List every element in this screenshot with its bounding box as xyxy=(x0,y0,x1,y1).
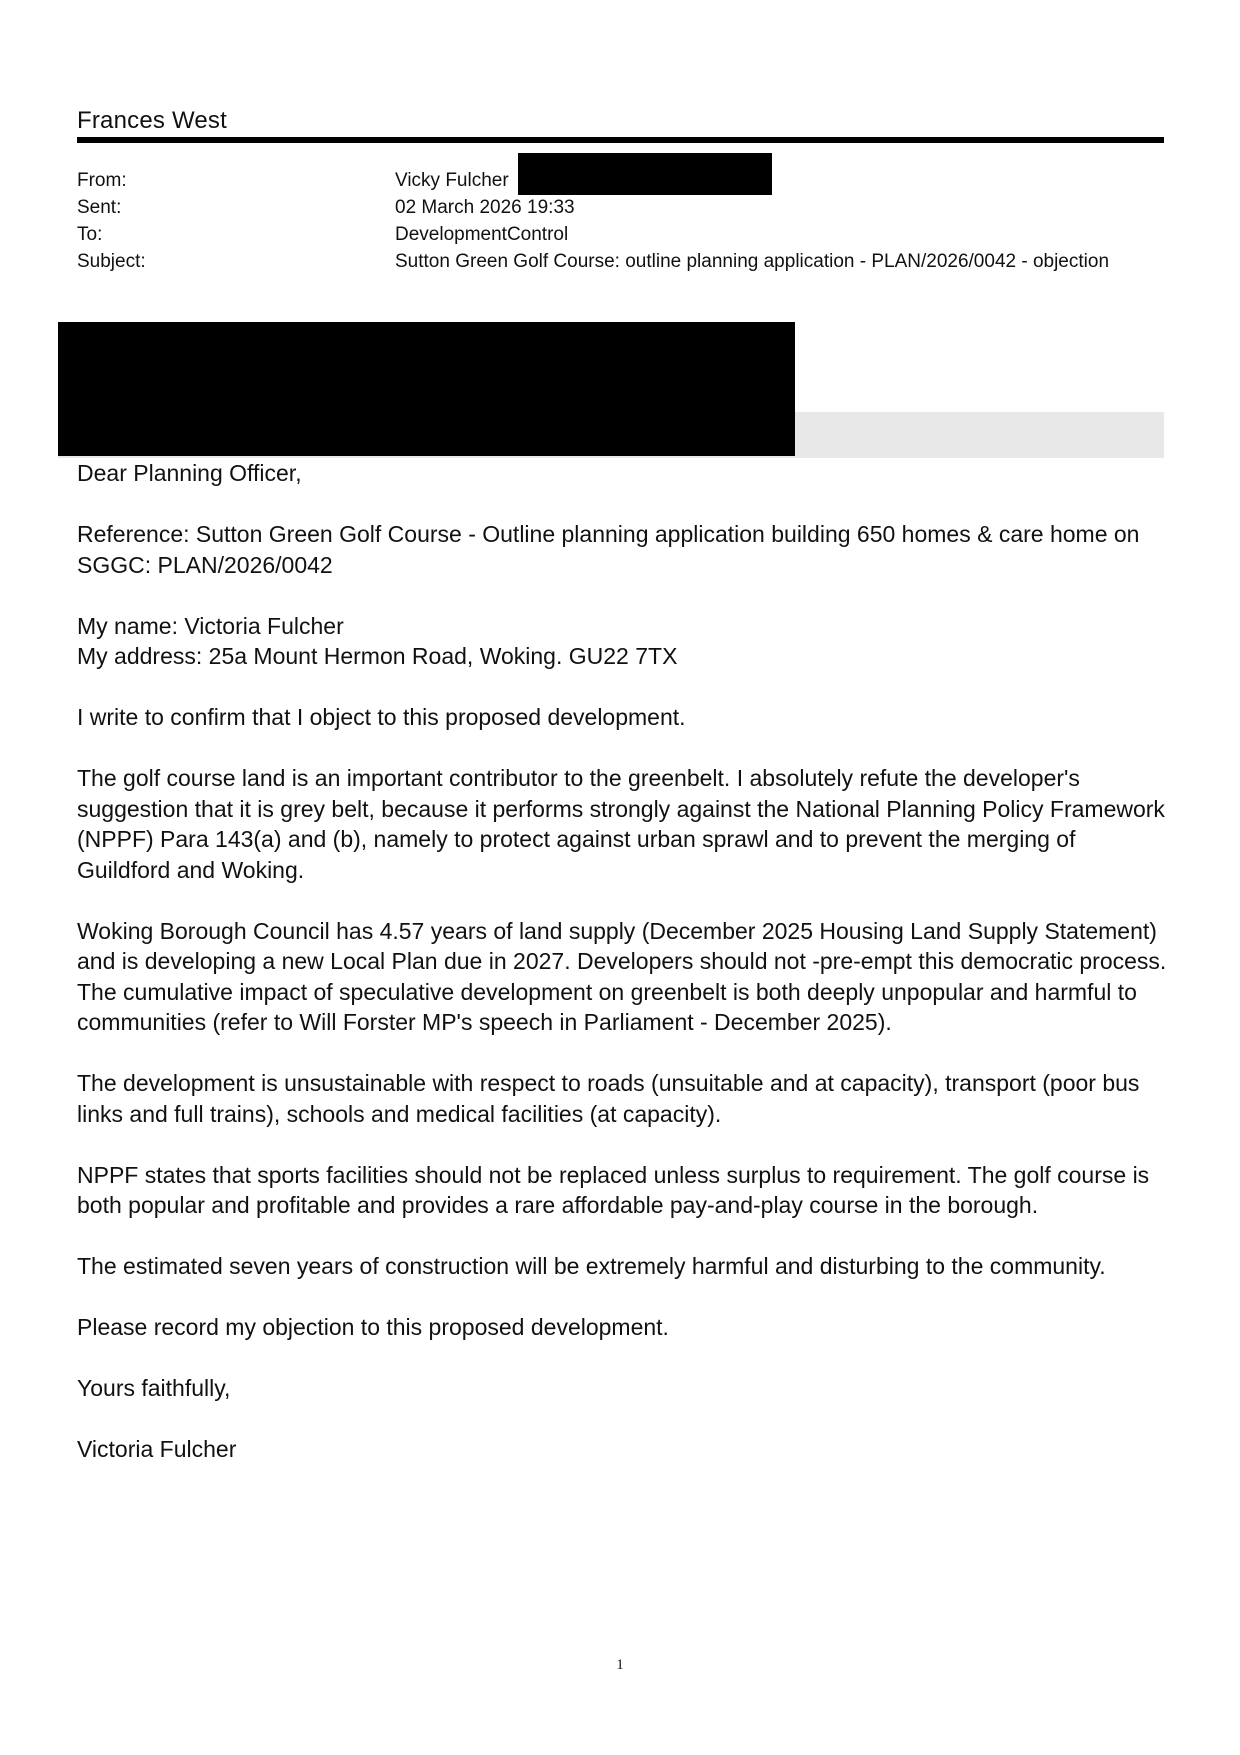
redaction-block xyxy=(58,322,795,456)
to-label: To: xyxy=(77,224,103,245)
from-value: Vicky Fulcher xyxy=(395,170,509,191)
email-body xyxy=(77,458,1167,1495)
redaction-email-address xyxy=(518,153,772,195)
to-value: DevelopmentControl xyxy=(395,224,569,245)
closing: Yours faithfully, xyxy=(77,1375,231,1401)
unsustainable-paragraph: The development is unsustainable with respect to roads (unsuitable and at capacity), transport (poor bus links and full trains), schools and medical facilities (at capacity). xyxy=(77,1070,1140,1127)
land-supply-paragraph: Woking Borough Council has 4.57 years of land supply (December 2025 Housing Land Supply Statement) and is developing a new Local Plan due in 2027. Developers should not -pre-empt this democratic process. The cumulative impact of speculative development on greenbelt is both deeply unpopular and harmful to communities (refer to Will Forster MP's speech in Parliament - December 2025). xyxy=(77,917,1167,1035)
subject-value: Sutton Green Golf Course: outline planning application - PLAN/2026/0042 - objection xyxy=(395,251,1110,272)
subject-label: Subject: xyxy=(77,251,146,272)
from-label: From: xyxy=(77,170,127,191)
sports-paragraph: NPPF states that sports facilities should not be replaced unless surplus to requirement. The golf course is both popular and profitable and provides a rare affordable pay-and-play course in the borough. xyxy=(77,1161,1150,1218)
greenbelt-paragraph: The golf course land is an important contributor to the greenbelt. I absolutely refute the developer's suggestion that it is grey belt, because it performs strongly against the National Planning Policy Framework (NPPF) Para 143(a) and (b), namely to protect against urban sprawl and to prevent the merging of Guildford and Woking. xyxy=(77,765,1165,883)
signature: Victoria Fulcher xyxy=(77,1436,237,1462)
record-paragraph: Please record my objection to this proposed development. xyxy=(77,1314,669,1340)
objection-paragraph: I write to confirm that I object to this proposed development. xyxy=(77,704,686,730)
sent-label: Sent: xyxy=(77,197,122,218)
page-number: 1 xyxy=(616,1657,624,1673)
sent-value: 02 March 2026 19:33 xyxy=(395,197,575,218)
construction-paragraph: The estimated seven years of construction will be extremely harmful and disturbing to the community. xyxy=(77,1253,1106,1279)
sender-details xyxy=(77,611,1167,672)
recipient-name: Frances West xyxy=(77,107,227,134)
reference-paragraph: Reference: Sutton Green Golf Course - Outline planning application building 650 homes & care home on SGGC: PLAN/2026/0042 xyxy=(77,521,1140,578)
salutation: Dear Planning Officer, xyxy=(77,460,302,486)
address-line: My address: 25a Mount Hermon Road, Woking. GU22 7TX xyxy=(77,643,678,669)
name-line: My name: Victoria Fulcher xyxy=(77,612,344,639)
header-rule xyxy=(77,137,1164,143)
